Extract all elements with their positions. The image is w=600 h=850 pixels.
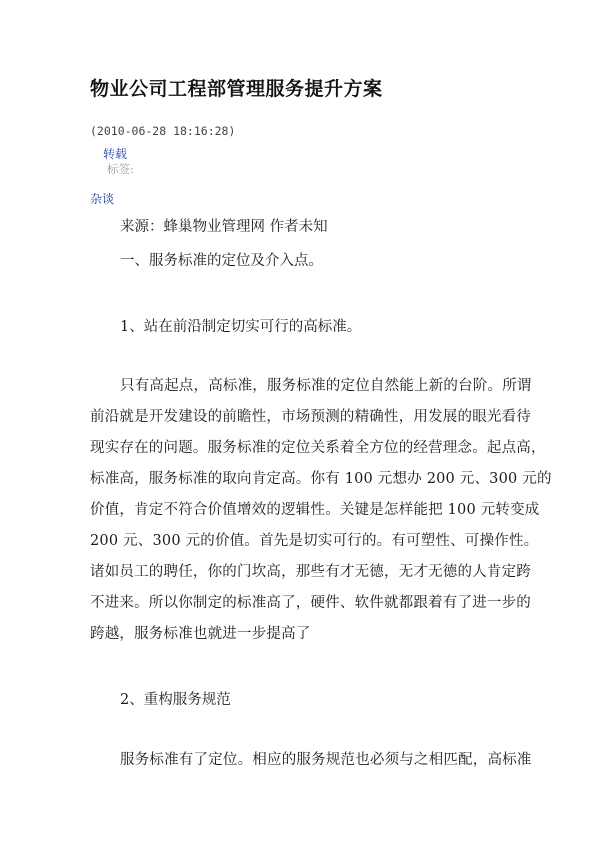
point1-body-line: 现实存在的问题。服务标准的定位关系着全方位的经营理念。起点高， bbox=[90, 440, 546, 456]
section-heading: 一、服务标准的定位及介入点。 bbox=[120, 253, 323, 269]
point1-body-line: 200 元、300 元的价值。首先是切实可行的。有可塑性、可操作性。 bbox=[90, 533, 539, 549]
point1-body-line: 价值，肯定不符合价值增效的逻辑性。关键是怎样能把 100 元转变成 bbox=[90, 502, 540, 518]
point1-body-line: 前沿就是开发建设的前瞻性，市场预测的精确性，用发展的眼光看待 bbox=[90, 409, 531, 425]
repost-label[interactable]: 转载 bbox=[103, 147, 128, 161]
category-link[interactable]: 杂谈 bbox=[90, 192, 115, 206]
tags-label: 标签: bbox=[107, 162, 134, 176]
point1-body-line: 标准高，服务标准的取向肯定高。你有 100 元想办 200 元、300 元的 bbox=[90, 471, 552, 487]
point1-body-line: 诸如员工的聘任，你的门坎高，那些有才无德，无才无德的人肯定跨 bbox=[90, 564, 531, 580]
source-line: 来源：蜂巢物业管理网 作者未知 bbox=[120, 219, 328, 235]
post-timestamp: (2010-06-28 18:16:28) bbox=[90, 124, 236, 138]
article-title: 物业公司工程部管理服务提升方案 bbox=[90, 78, 383, 100]
point1-body-line: 只有高起点，高标准，服务标准的定位自然能上新的台阶。所谓 bbox=[120, 378, 532, 394]
point1-body-line: 不进来。所以你制定的标准高了，硬件、软件就都跟着有了进一步的 bbox=[90, 595, 531, 611]
point1-body-line: 跨越，服务标准也就进一步提高了 bbox=[90, 626, 311, 642]
point2-body-line: 服务标准有了定位。相应的服务规范也必须与之相匹配，高标准 bbox=[120, 752, 532, 768]
point1-heading: 1、站在前沿制定切实可行的高标准。 bbox=[120, 319, 362, 335]
point2-heading: 2、重构服务规范 bbox=[120, 692, 231, 708]
